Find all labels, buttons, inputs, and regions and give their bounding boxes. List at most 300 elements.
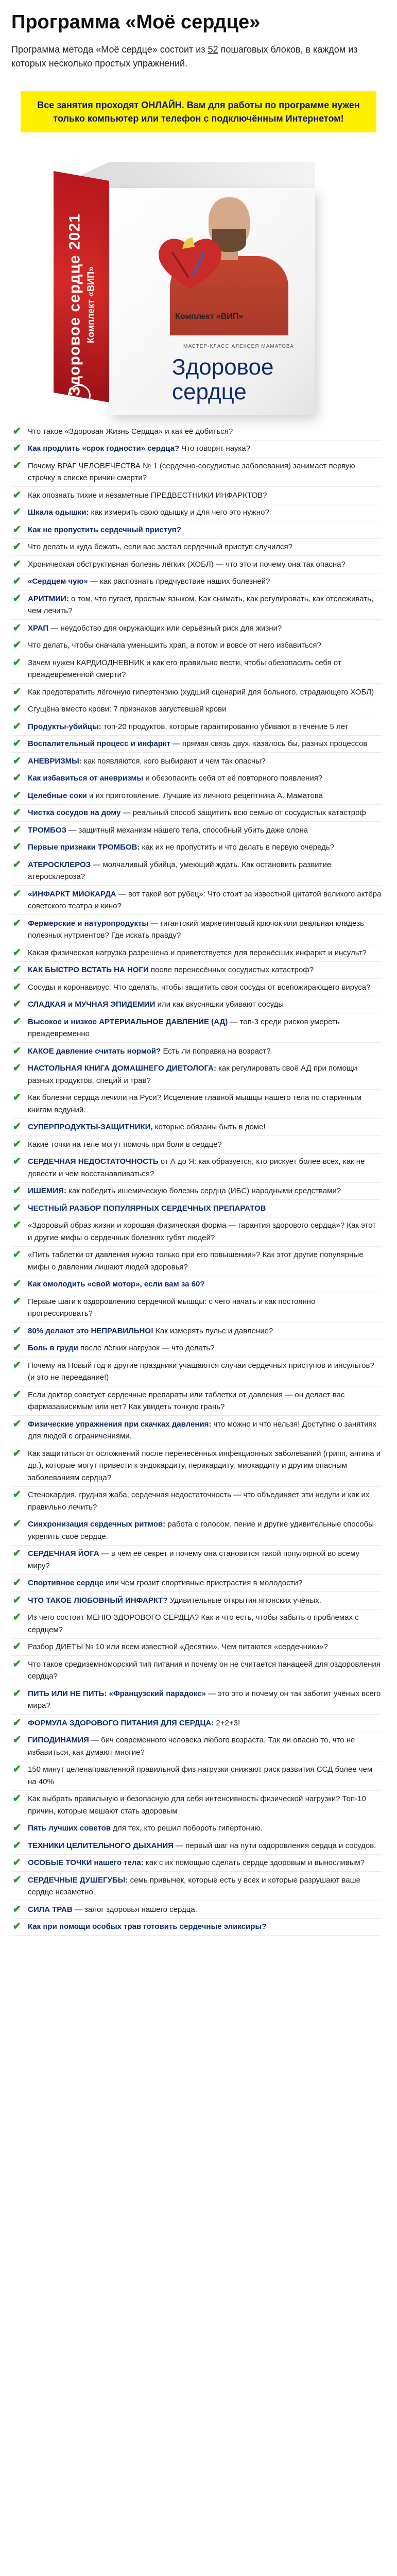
- list-item-text: [28, 657, 382, 681]
- list-item: [11, 944, 382, 962]
- list-item-highlight: ХРАП: [28, 623, 49, 633]
- list-item: [11, 504, 382, 522]
- checkmark-icon: ✔: [12, 1577, 22, 1589]
- checkmark-icon: ✔: [12, 772, 22, 784]
- checkmark-icon: ✔: [12, 807, 22, 819]
- checkmark-icon: ✔: [12, 489, 22, 501]
- checkmark-icon: ✔: [12, 1185, 22, 1197]
- checkmark-icon: ✔: [12, 964, 22, 976]
- list-item-highlight: Первые признаки ТРОМБОВ:: [28, 843, 140, 852]
- list-item: [11, 1090, 382, 1119]
- list-item: [11, 1357, 382, 1386]
- list-item-text: [28, 593, 382, 617]
- checkmark-icon: ✔: [12, 1921, 22, 1933]
- checkmark-icon: ✔: [12, 425, 22, 437]
- list-item: [11, 1013, 382, 1043]
- list-item-body: Если доктор советует сердечные препараты или таблетки от давления — он делает вас фармазависимым или нет? Как увидеть тонкую грань?: [28, 1390, 345, 1411]
- list-item-text: [28, 1577, 382, 1589]
- list-item-body: как регулировать своё АД при помощи разных продуктов, специй и трав?: [28, 1064, 357, 1085]
- list-item: [11, 1575, 382, 1592]
- list-item: [11, 1217, 382, 1247]
- checkmark-icon: ✔: [12, 1342, 22, 1354]
- list-item-text: [28, 1360, 382, 1384]
- list-item: [11, 1043, 382, 1060]
- spine-title: Здоровое сердце 2021: [66, 213, 83, 396]
- list-item-body: Что такое средиземноморский тип питания и почему он не считается панацеей для оздоровления сердца?: [28, 1659, 381, 1681]
- checkmark-icon: ✔: [12, 1249, 22, 1261]
- list-item: [11, 1609, 382, 1639]
- checkmark-icon: ✔: [12, 946, 22, 958]
- list-item-highlight: НАСТОЛЬНАЯ КНИГА ДОМАШНЕГО ДИЕТОЛОГА:: [28, 1064, 216, 1073]
- list-item-body: — прямая связь двух, казалось бы, разных процессов: [170, 739, 368, 748]
- list-item-body: Удивительные открытия японских учёных.: [167, 1596, 321, 1605]
- list-item: [11, 440, 382, 458]
- list-item-body: как победить ишемическую болезнь сердца (ИБС) народными средствами?: [66, 1187, 341, 1195]
- list-item-text: [28, 1874, 382, 1899]
- list-item-text: [28, 964, 382, 976]
- list-item-body: — гигантский маркетинговый крючок или реальная кладезь полезных нутриентов? Где искать правду?: [28, 919, 364, 940]
- checkmark-icon: ✔: [12, 1045, 22, 1057]
- list-item-highlight: Физические упражнения при скачках давления:: [28, 1419, 212, 1429]
- list-item-body: после перенесённых сосудистых катастроф?: [148, 965, 314, 974]
- list-item-text: [28, 1296, 382, 1320]
- checkmark-icon: ✔: [12, 575, 22, 587]
- list-item-highlight: СЛАДКАЯ и МУЧНАЯ ЭПИДЕМИИ: [28, 1000, 156, 1009]
- list-item-text: [28, 1249, 382, 1273]
- checkmark-icon: ✔: [12, 1857, 22, 1869]
- checkmark-icon: ✔: [12, 1518, 22, 1530]
- list-item: [11, 1546, 382, 1575]
- list-item: [11, 1340, 382, 1358]
- list-item-body: Хроническая обструктивная болезнь лёгких (ХОБЛ) — что это и почему она так опасна?: [28, 560, 346, 569]
- checkmark-icon: ✔: [12, 460, 22, 471]
- list-item-text: [28, 1016, 382, 1040]
- list-item-highlight: СУПЕРПРОДУКТЫ-ЗАЩИТНИКИ,: [28, 1123, 153, 1131]
- list-item-text: [28, 1092, 382, 1116]
- list-item: [11, 457, 382, 487]
- list-item-body: Как опознать тихие и незаметные ПРЕДВЕСТНИКИ ИНФАРКТОВ?: [28, 490, 267, 500]
- list-item: [11, 1715, 382, 1732]
- list-item-body: Что говорят наука?: [179, 444, 250, 453]
- list-item-highlight: Шкала одышки:: [28, 508, 89, 517]
- spine-label: [54, 207, 109, 402]
- checkmark-icon: ✔: [12, 917, 22, 929]
- list-item-highlight: Целебные соки: [28, 791, 87, 800]
- list-item-body: «Здоровый образ жизни и хорошая физическая форма — гарантия здорового сердца»? Как этот и другие мифы о сердечных болезнях губят людей?: [28, 1221, 376, 1242]
- list-item-highlight: Пять лучших советов: [28, 1824, 111, 1833]
- list-item-highlight: ПИТЬ ИЛИ НЕ ПИТЬ: «Французский парадокс»: [28, 1689, 206, 1698]
- list-item-body: от А до Я: как образуется, кто рискует более всех, как не довести и чем восстанавливаться?: [28, 1157, 365, 1178]
- checkmark-icon: ✔: [12, 1822, 22, 1834]
- list-item-body: как измерить свою одышку и для чего это нужно?: [89, 508, 269, 517]
- list-item-body: Первые шаги к оздоровлению сердечной мышцы: с чего начать и как постоянно прогрессировать?: [28, 1297, 316, 1318]
- list-item-text: [28, 947, 382, 959]
- checkmark-icon: ✔: [12, 1594, 22, 1606]
- list-item: [11, 1685, 382, 1715]
- list-item-text: [28, 1658, 382, 1683]
- list-item-text: [28, 738, 382, 750]
- list-item-body: «Пить таблетки от давления нужно только при его повышении»? Как этот другие популярные мифы о давлении лишают людей здоровья?: [28, 1250, 364, 1272]
- intro-text: [11, 43, 376, 71]
- list-item-body: — первый шаг на пути оздоровления сердца и сосудов.: [173, 1841, 376, 1850]
- checkmark-icon: ✔: [12, 1903, 22, 1915]
- list-item-highlight: Как избавиться от аневризмы: [28, 774, 144, 783]
- list-item: [11, 1276, 382, 1294]
- online-notice: Все занятия проходят ОНЛАЙН. Вам для работы по программе нужен только компьютер или телефон с подключённым Интернетом!: [21, 91, 376, 132]
- list-item-text: [28, 460, 382, 484]
- list-item-highlight: СЕРДЕЧНЫЕ ДУШЕГУБЫ:: [28, 1875, 128, 1885]
- checkmark-icon: ✔: [12, 1219, 22, 1231]
- list-item: [11, 770, 382, 788]
- heart-model-icon: [154, 231, 229, 293]
- list-item-text: [28, 998, 382, 1011]
- list-item-body: как их не пропустить и что делать в первую очередь?: [140, 843, 334, 852]
- product-box-image: [0, 150, 397, 418]
- checkmark-icon: ✔: [12, 998, 22, 1010]
- list-item-body: Что делать и куда бежать, если вас застал сердечный приступ случился?: [28, 543, 292, 551]
- list-item: [11, 979, 382, 996]
- checkmark-icon: ✔: [12, 1839, 22, 1851]
- checkmark-icon: ✔: [12, 1062, 22, 1074]
- list-item-text: [28, 622, 382, 635]
- spine-subtitle: Комплект «ВИП»: [85, 266, 96, 343]
- list-item: [11, 856, 382, 886]
- list-item-text: [28, 1822, 382, 1835]
- list-item-text: [28, 1688, 382, 1712]
- list-item-highlight: ЧЕСТНЫЙ РАЗБОР ПОПУЛЯРНЫХ СЕРДЕЧНЫХ ПРЕПАРАТОВ: [28, 1204, 266, 1213]
- checkmark-icon: ✔: [12, 1295, 22, 1307]
- list-item-highlight: ИШЕМИЯ:: [28, 1187, 66, 1195]
- checkmark-icon: ✔: [12, 686, 22, 698]
- list-item-text: [28, 1717, 382, 1730]
- list-item-body: Как защититься от осложнений после перенесённых инфекционных заболеваний (грипп, ангина и др.), которые могут привести к эндокардиту, перикардиту, миокардиту и другим опасным заболеваниям сердца?: [28, 1449, 381, 1482]
- list-item-text: [28, 1278, 382, 1291]
- list-item-body: и их приготовление. Лучшие из личного рецептника А. Маматова: [87, 791, 323, 800]
- list-item: [11, 736, 382, 753]
- list-item-text: [28, 772, 382, 785]
- list-item: [11, 1761, 382, 1791]
- list-item: [11, 556, 382, 573]
- checkmark-icon: ✔: [12, 1717, 22, 1728]
- list-item: [11, 1060, 382, 1090]
- checkmark-icon: ✔: [12, 622, 22, 634]
- list-item-text: [28, 1219, 382, 1244]
- list-item-text: [28, 1185, 382, 1197]
- list-item-body: Что такое «Здоровая Жизнь Сердца» и как её добиться?: [28, 427, 233, 436]
- checkmark-icon: ✔: [12, 1658, 22, 1670]
- list-item-body: что можно и что нельзя! Доступно о занятиях для людей с ограничениями.: [28, 1419, 377, 1440]
- list-item-text: [28, 1548, 382, 1572]
- list-item-text: [28, 558, 382, 571]
- list-item-highlight: «Сердцем чую»: [28, 577, 88, 586]
- list-item-text: [28, 1595, 382, 1607]
- list-item-body: 150 минут целенаправленной правильной физ нагрузки снижают риск развития ССД более чем на 40%: [28, 1765, 373, 1786]
- list-item-text: [28, 575, 382, 588]
- list-item-text: [28, 807, 382, 819]
- list-item-text: [28, 1139, 382, 1151]
- list-item-text: [28, 1612, 382, 1636]
- checkmark-icon: ✔: [12, 1359, 22, 1371]
- list-item-body: или как вкусняшки убивают сосуды: [155, 1000, 284, 1009]
- list-item-text: [28, 1325, 382, 1337]
- checkmark-icon: ✔: [12, 1138, 22, 1150]
- list-item: [11, 1386, 382, 1416]
- list-item-body: 2+2+3!: [214, 1718, 240, 1727]
- list-item-highlight: 80% делают это НЕПРАВИЛЬНО!: [28, 1326, 153, 1335]
- list-item: [11, 620, 382, 637]
- list-item: [11, 487, 382, 504]
- list-item-body: Почему ВРАГ ЧЕЛОВЕЧЕСТВА № 1 (сердечно-сосудистые заболевания) занимает первую строчку в списке причин смерти?: [28, 461, 355, 482]
- list-item-body: и обезопасить себя от её повторного появления?: [143, 774, 323, 783]
- checkmark-icon: ✔: [12, 1092, 22, 1104]
- checkmark-icon: ✔: [12, 592, 22, 604]
- list-item-body: Стенокардия, грудная жаба, сердечная недостаточность — что объединяет эти недуги и как их правильно лечить?: [28, 1490, 370, 1512]
- list-item-highlight: «ИНФАРКТ МИОКАРДА: [28, 889, 116, 899]
- list-item-body: Почему на Новый год и другие праздники учащаются случаи сердечных приступов и инсультов? (и это не переедание!): [28, 1361, 374, 1382]
- checkmark-icon: ✔: [12, 1764, 22, 1775]
- list-item: [11, 654, 382, 684]
- list-item-body: работа с голосом, пение и другие удивительные способы укрепить своё сердце.: [28, 1520, 374, 1541]
- list-item-body: Есть ли поправка на возраст?: [161, 1046, 271, 1056]
- list-item-text: [28, 524, 382, 536]
- list-item-body: Что делать, чтобы сначала уменьшить храп, а потом и вовсе от него избавиться?: [28, 641, 321, 650]
- list-item-body: Какая физическая нагрузка разрешена и приветствуется для перенёсших инфаркт и инсульт?: [28, 948, 367, 957]
- list-item-highlight: ТРОМБОЗ: [28, 825, 66, 835]
- list-item: [11, 1639, 382, 1656]
- list-item-body: Сосуды и коронавирус. Что сделать, чтобы защитить свои сосуды от всепожирающего вируса?: [28, 982, 371, 992]
- list-item-text: [28, 1840, 382, 1852]
- checkmark-icon: ✔: [12, 1015, 22, 1027]
- list-item-highlight: АРИТМИИ:: [28, 594, 69, 603]
- list-item: [11, 1487, 382, 1516]
- checkmark-icon: ✔: [12, 1156, 22, 1167]
- list-item-highlight: ГИПОДИНАМИЯ: [28, 1736, 89, 1744]
- list-item: [11, 1656, 382, 1685]
- list-item-body: — залог здоровья нашего сердца.: [72, 1905, 197, 1914]
- list-item: [11, 1516, 382, 1546]
- list-item: [11, 822, 382, 839]
- list-item-highlight: СИЛА ТРАВ: [28, 1905, 73, 1914]
- list-item-body: или чем грозит спортивные пристрастия в молодости?: [103, 1579, 303, 1587]
- checkmark-icon: ✔: [12, 1641, 22, 1653]
- checkmark-icon: ✔: [12, 1489, 22, 1501]
- list-item: [11, 573, 382, 591]
- list-item-body: — вот такой вот рубец»: Что стоит за известной цитатой великого актёра советского театра и кино?: [28, 889, 382, 910]
- list-item: [11, 590, 382, 620]
- brand-logo-icon: [68, 384, 91, 407]
- checkmark-icon: ✔: [12, 888, 22, 900]
- list-item-body: о том, что пугает, простым языком. Как снимать, как регулировать, как отслеживать, чем лечить?: [28, 594, 374, 615]
- list-item-highlight: Фермерские и натуропродукты: [28, 919, 149, 928]
- list-item-highlight: АНЕВРИЗМЫ:: [28, 756, 82, 766]
- list-item-highlight: Как не пропустить сердечный приступ?: [28, 525, 181, 534]
- checkmark-icon: ✔: [12, 841, 22, 853]
- list-item-text: [28, 426, 382, 438]
- list-item-text: [28, 755, 382, 768]
- list-item-highlight: ОСОБЫЕ ТОЧКИ нашего тела:: [28, 1858, 144, 1867]
- list-item-highlight: Спортивное сердце: [28, 1579, 104, 1587]
- checkmark-icon: ✔: [12, 1121, 22, 1133]
- list-item: [11, 684, 382, 701]
- list-item: [11, 1791, 382, 1820]
- list-item: [11, 1154, 382, 1183]
- list-item-body: — как распознать предчувствие наших болезней?: [88, 577, 270, 586]
- list-item: [11, 637, 382, 655]
- list-item: [11, 1855, 382, 1872]
- list-item: [11, 423, 382, 440]
- list-item-body: — бич современного человека любого возраста. Так ли опасно то, что не избавиться, как думают многие?: [28, 1736, 355, 1757]
- list-item-body: — это это и почему он так заботит учёных всего мира?: [28, 1689, 381, 1710]
- list-item-body: Какие точки на теле могут помочь при боли в сердце?: [28, 1140, 222, 1149]
- list-item-body: как с их помощью сделать сердце здоровым и выносливым?: [143, 1858, 365, 1867]
- list-item-text: [28, 859, 382, 883]
- checkmark-icon: ✔: [12, 755, 22, 767]
- list-item-body: Как болезни сердца лечили на Руси? Исцеление главной мышцы нашего тела по старинным книгам ведуний.: [28, 1093, 362, 1114]
- checkmark-icon: ✔: [12, 443, 22, 454]
- list-item: [11, 1445, 382, 1487]
- list-item-highlight: Как продлить «срок годности» сердца?: [28, 444, 180, 453]
- checkmark-icon: ✔: [12, 1278, 22, 1290]
- checkmark-icon: ✔: [12, 1612, 22, 1623]
- list-item-body: как появляются, кого выбирают и чем так опасны?: [81, 756, 266, 766]
- intro-count: 52: [208, 44, 218, 55]
- list-item-highlight: СЕРДЕЧНАЯ ЙОГА: [28, 1549, 99, 1558]
- list-item-body: Зачем нужен КАРДИОДНЕВНИК и как его правильно вести, чтобы обезопасить себя от преждевременной смерти?: [28, 658, 341, 679]
- checkmark-icon: ✔: [12, 1687, 22, 1699]
- list-item-body: которые обязаны быть в доме!: [152, 1123, 266, 1131]
- intro-after: пошаговых блоков, в каждом из которых несколько простых упражнений.: [11, 44, 358, 69]
- list-item-highlight: Синхронизация сердечных ритмов:: [28, 1520, 166, 1529]
- list-item-text: [28, 1764, 382, 1788]
- list-item-highlight: ФОРМУЛА ЗДОРОВОГО ПИТАНИЯ ДЛЯ СЕРДЦА:: [28, 1718, 214, 1727]
- list-item: [11, 886, 382, 915]
- list-item-text: [28, 686, 382, 699]
- list-item: [11, 1323, 382, 1340]
- list-item-highlight: Чистка сосудов на дому: [28, 808, 121, 817]
- list-item-text: [28, 824, 382, 837]
- list-item-text: [28, 1156, 382, 1180]
- list-item: [11, 1732, 382, 1761]
- list-item-text: [28, 1857, 382, 1869]
- list-item-text: [28, 639, 382, 652]
- checkmark-icon: ✔: [12, 1388, 22, 1400]
- checkmark-icon: ✔: [12, 824, 22, 836]
- list-item-text: [28, 443, 382, 455]
- list-item-text: [28, 1641, 382, 1653]
- list-item-text: [28, 506, 382, 519]
- list-item-text: [28, 489, 382, 502]
- page-title: Программа «Моё сердце»: [11, 11, 261, 33]
- list-item: [11, 1183, 382, 1200]
- list-item: [11, 1592, 382, 1609]
- list-item-highlight: КАКОЕ давление считать нормой?: [28, 1046, 161, 1056]
- list-item-body: — молчаливый убийца, умеющий ждать. Как остановить развитие атеросклероза?: [28, 860, 332, 881]
- checkmark-icon: ✔: [12, 858, 22, 870]
- list-item-text: [28, 841, 382, 854]
- list-item-text: [28, 1518, 382, 1543]
- list-item: [11, 915, 382, 944]
- list-item-body: семь привычек, которые есть у всех и которые разрушают ваше сердце незаметно.: [28, 1875, 361, 1896]
- checkmark-icon: ✔: [12, 523, 22, 535]
- list-item-text: [28, 703, 382, 716]
- list-item-text: [28, 1062, 382, 1087]
- list-item-text: [28, 1121, 382, 1133]
- list-item: [11, 839, 382, 857]
- list-item-text: [28, 790, 382, 802]
- list-item-text: [28, 981, 382, 994]
- list-item: [11, 1136, 382, 1154]
- list-item: [11, 996, 382, 1014]
- checkmark-icon: ✔: [12, 656, 22, 668]
- list-item-body: после лёгких нагрузок — что делать?: [78, 1344, 215, 1352]
- list-item-highlight: АТЕРОСКЛЕРОЗ: [28, 860, 91, 869]
- program-list: [11, 423, 382, 1936]
- list-item: [11, 1872, 382, 1901]
- list-item-text: [28, 1342, 382, 1354]
- checkmark-icon: ✔: [12, 1325, 22, 1336]
- list-item-text: [28, 1202, 382, 1215]
- list-item-body: — защитный механизм нашего тела, способный убить даже слона: [66, 825, 308, 835]
- list-item-body: для тех, кто решил побороть гипертонию.: [111, 1824, 263, 1833]
- list-item-body: — реальный способ защитить всю семью от сосудистых катастроф: [120, 808, 366, 817]
- list-item-body: Как выбрать правильную и безопасную для себя интенсивность физической нагрузки? Топ-10 причин, которые мешают стать здоровым: [28, 1794, 366, 1816]
- list-item: [11, 539, 382, 556]
- checkmark-icon: ✔: [12, 738, 22, 750]
- list-item-body: Из чего состоит МЕНЮ ЗДОРОВОГО СЕРДЦА? Как и что есть, чтобы забыть о проблемах с сердцем?: [28, 1613, 359, 1634]
- list-item-body: — неудобство для окружающих или серьёзный риск для жизни?: [48, 623, 282, 633]
- checkmark-icon: ✔: [12, 506, 22, 518]
- list-item-highlight: Боль в груди: [28, 1344, 78, 1352]
- list-item-text: [28, 541, 382, 553]
- list-item-highlight: ТЕХНИКИ ЦЕЛИТЕЛЬНОГО ДЫХАНИЯ: [28, 1841, 174, 1850]
- list-item-body: Как предотвратить лёгочную гипертензию (худший сценарий для больного, страдающего ХОБЛ): [28, 687, 374, 697]
- list-item-text: [28, 1389, 382, 1413]
- checkmark-icon: ✔: [12, 1418, 22, 1430]
- list-item: [11, 962, 382, 979]
- list-item-text: [28, 1904, 382, 1916]
- checkmark-icon: ✔: [12, 720, 22, 732]
- list-item: [11, 701, 382, 719]
- list-item-highlight: Продукты-убийцы:: [28, 722, 101, 731]
- list-item-text: [28, 1045, 382, 1058]
- list-item: [11, 521, 382, 539]
- list-item: [11, 787, 382, 805]
- checkmark-icon: ✔: [12, 541, 22, 553]
- checkmark-icon: ✔: [12, 1447, 22, 1459]
- list-item: [11, 1247, 382, 1276]
- list-item-body: Как измерять пульс и давление?: [153, 1326, 273, 1335]
- list-item: [11, 1293, 382, 1323]
- checkmark-icon: ✔: [12, 1874, 22, 1886]
- list-item-text: [28, 918, 382, 942]
- list-item-highlight: СЕРДЕЧНАЯ НЕДОСТАТОЧНОСТЬ: [28, 1157, 159, 1166]
- list-item: [11, 1901, 382, 1919]
- list-item-body: топ-20 продуктов, которые гарантированно убивают в течение 5 лет: [101, 722, 349, 731]
- list-item: [11, 805, 382, 822]
- list-item: [11, 718, 382, 736]
- list-item-highlight: Воспалительный процесс и инфаркт: [28, 739, 170, 748]
- list-item: [11, 1837, 382, 1855]
- list-item-text: [28, 1921, 382, 1933]
- checkmark-icon: ✔: [12, 1793, 22, 1805]
- intro-before: Программа метода «Моё сердце» состоит из: [11, 44, 208, 55]
- list-item-text: [28, 888, 382, 912]
- box-author: МАСТЕР-КЛАСС АЛЕКСЕЯ МАМАТОВА: [183, 344, 294, 349]
- list-item-body: — топ-3 среди рисков умереть преждевременно: [28, 1017, 340, 1038]
- list-item-highlight: КАК БЫСТРО ВСТАТЬ НА НОГИ: [28, 965, 149, 974]
- checkmark-icon: ✔: [12, 1548, 22, 1560]
- list-item-highlight: Как при помощи особых трав готовить сердечные эликсиры?: [28, 1922, 267, 1931]
